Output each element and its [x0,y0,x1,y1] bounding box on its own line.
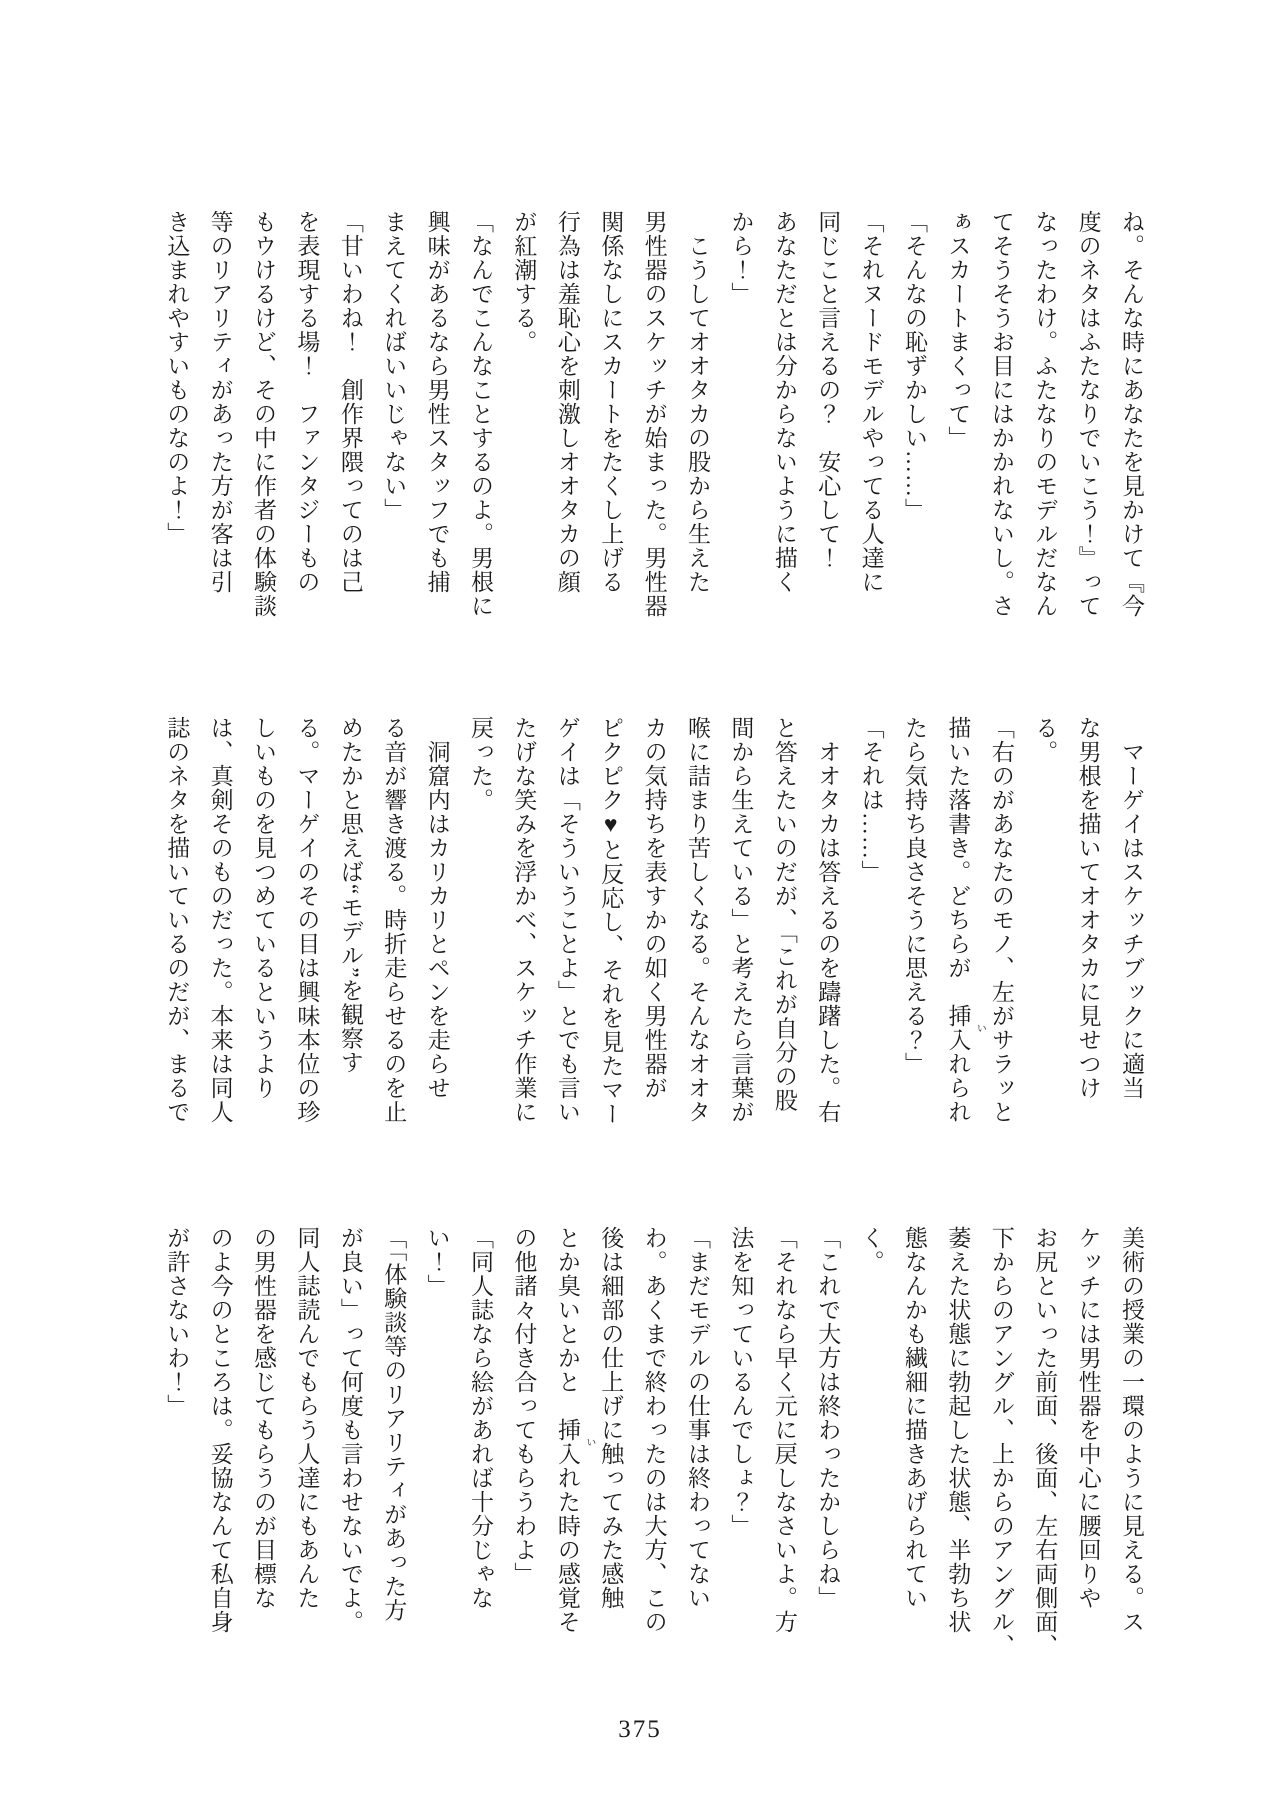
text-column: 等のリアリティがあった方が客は引 [207,210,233,594]
text-column: る音が響き渡る。時折走らせるのを止 [381,716,407,1124]
text-column: ね。そんな時にあなたを見かけて『今 [1119,210,1144,618]
text-column: の他諸々付き合ってもらうわよ」 [511,1226,537,1586]
text-column: とか臭いとかと 挿入 い れた時の感覚そ [554,1226,595,1634]
text-column: 同人誌読んでもらう人達にもあんた [294,1226,320,1610]
text-column: 誌のネタを描いているのだが、まるで [164,716,190,1124]
text-column: の男性器を感じてもらうのが目標な [251,1226,276,1610]
text-column: い！」 [424,1226,450,1298]
text-column: ぁスカートまくって」 [945,210,971,450]
text-column: が良い」って何度も言わせないでよ。 [337,1226,363,1634]
text-column: 「甘いわね！ 創作界隈ってのは己 [337,210,363,594]
page-number: 375 [618,1716,662,1743]
text-column: く。 [858,1226,884,1274]
furigana: い [974,1023,986,1033]
text-column: を表現する場！ ファンタジーもの [294,210,320,594]
text-column: 喉に詰まり苦しくなる。そんなオオタ [685,716,710,1124]
text-column: あなただとは分からないように描く [771,210,797,594]
text-column: き込まれやすいものなのよ！」 [164,210,190,546]
text-column: まえてくればいいじゃない」 [381,210,407,522]
text-column: 「それヌードモデルやってる人達に [858,210,884,594]
text-band-bottom [133,1226,1144,1658]
text-column: 「それなら早く元に戻しなさいよ。方 [771,1226,797,1634]
text-column: 後は細部の仕上げに触ってみた感触 [598,1226,624,1610]
text-column: から！」 [728,210,754,306]
text-column: 「それは……」 [858,716,884,884]
text-column: 「これで大方は終わったかしらね」 [815,1226,841,1610]
text-column: 「そんなの恥ずかしい……」 [902,210,927,522]
text-column: 「なんでこんなことするのよ。男根に [468,210,493,618]
text-column: る。 [1032,716,1058,764]
text-column: カの気持ちを表すかの如く男性器が [641,716,667,1100]
text-column: 間から生えている」と考えたら言葉が [728,716,754,1124]
text-column: てそうそうお目にはかかれないし。さ [988,210,1014,618]
text-column: ケッチには男性器を中心に腰回りや [1075,1226,1101,1610]
text-column: こうしてオオタカの股から生えた [685,234,710,594]
text-column: な男根を描いてオオタカに見せつけ [1075,716,1101,1100]
text-column: 描いた落書き。どちらが 挿入 い れられ [945,716,986,1124]
text-column: たげな笑みを浮かべ、スケッチ作業に [511,716,537,1124]
text-column: なったわけ。ふたなりのモデルだなん [1032,210,1058,618]
text-column: 興味があるなら男性スタッフでも捕 [424,210,450,594]
text-column: のよ今のところは。妥協なんて私自身 [207,1226,233,1634]
furigana: い [583,1437,595,1447]
text-column: と答えたいのだが、「これが自分の股 [771,716,797,1113]
text-column: しいものを見つめているというより [251,716,276,1100]
text-column: お尻といった前面、後面、左右両側面、 [1032,1226,1058,1658]
text-column: たら気持ち良さそうに思える？」 [902,716,927,1076]
text-column: 法を知っているんでしょ？」 [728,1226,754,1538]
text-column: 下からのアングル、上からのアングル、 [988,1226,1014,1658]
text-column: 「まだモデルの仕事は終わってない [685,1226,710,1610]
text-column: 態なんかも繊細に描きあげられてい [902,1226,927,1610]
text-band-middle [133,716,1143,1128]
text-column: もウけるけど、その中に作者の体験談 [251,210,276,618]
text-column: 男性器のスケッチが始まった。男性器 [641,210,667,618]
text-column: 「「体験談等のリアリティがあった方 [381,1226,407,1623]
text-column: 度のネタはふたなりでいこう！』って [1075,210,1101,618]
ruby-base: 挿入 い [945,1004,986,1052]
text-band-top [133,210,1143,622]
text-column: 萎えた状態に勃起した状態、半勃ち状 [945,1226,971,1634]
text-column: マーゲイはスケッチブックに適当 [1119,740,1144,1100]
text-column: る。マーゲイのその目は興味本位の珍 [294,716,320,1124]
text-column: ゲイは「そういうことよ」とでも言い [554,716,580,1124]
text-column: 洞窟内はカリカリとペンを走らせ [424,740,450,1100]
text-column: 関係なしにスカートをたくし上げる [598,210,624,594]
text-column: が許さないわ！」 [164,1226,190,1418]
text-column: オオタカは答えるのを躊躇した。右 [815,740,841,1124]
text-column: めたかと思えば“モデル”を観察す [337,716,363,1075]
text-column: 美術の授業の一環のように見える。ス [1119,1226,1144,1634]
text-column: 同じこと言えるの？ 安心して！ [815,210,841,570]
text-column: ピクピク♥と反応し、それを見たマー [598,716,624,1126]
text-column: は、真剣そのものだった。本来は同人 [207,716,233,1124]
text-column: 「同人誌なら絵があれば十分じゃな [468,1226,493,1610]
text-column: 「右のがあなたのモノ、左がサラッと [988,716,1014,1124]
text-column: が紅潮する。 [511,210,537,354]
text-column: わ。あくまで終わったのは大方、この [641,1226,667,1634]
text-column: 行為は羞恥心を刺激しオオタカの顔 [554,210,580,594]
ruby-base: 挿入 い [554,1418,595,1466]
text-column: 戻った。 [468,716,493,812]
